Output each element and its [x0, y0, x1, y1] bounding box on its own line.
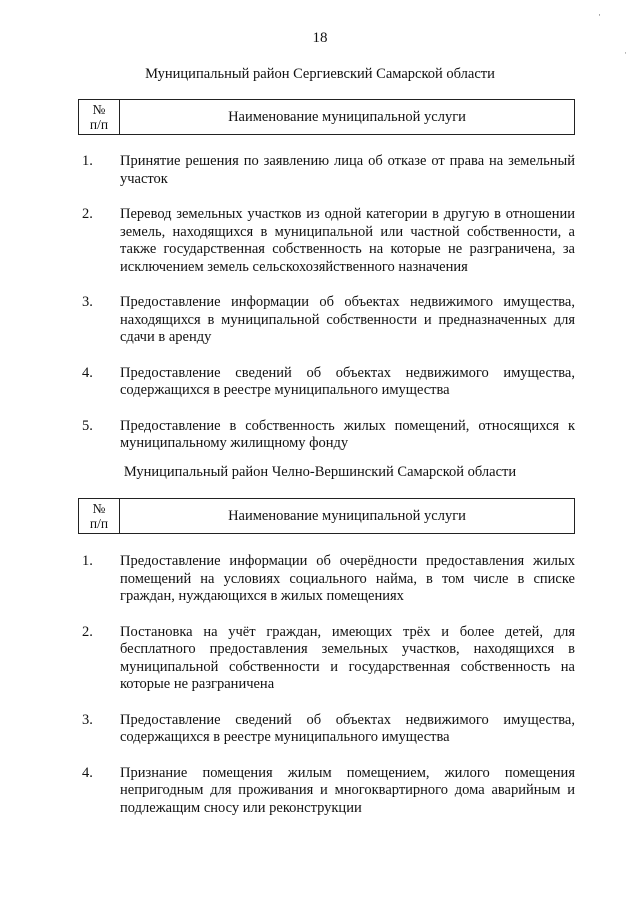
page-number: 18	[312, 30, 328, 46]
item-number: 4.	[82, 364, 93, 381]
item-number: 2.	[82, 206, 93, 222]
services-list	[82, 153, 575, 453]
number-column-header	[79, 100, 120, 134]
scan-speck: ·	[624, 48, 627, 58]
item-text: Принятие решения по заявлению лица об отказе от права на земельный участок	[120, 153, 575, 187]
section-title: Муниципальный район Челно-Вершинский Самарской области	[123, 464, 517, 480]
number-sign-label: №	[92, 102, 106, 117]
number-sign-label: №	[92, 501, 106, 516]
item-abbrev-label: п/п	[89, 516, 109, 531]
list-item	[82, 365, 575, 400]
item-number: 3.	[82, 294, 93, 310]
item-text: Предоставление сведений об объектах недвижимого имущества, содержащихся в реестре муниципального имущества	[120, 364, 575, 398]
item-text: Предоставление информации об объектах недвижимого имущества, находящихся в муниципальной собственности и предназначенных для сдачи в аренду	[120, 294, 575, 345]
services-table-header	[78, 498, 575, 534]
services-list	[82, 553, 575, 817]
number-column-header	[79, 499, 120, 533]
item-text: Признание помещения жилым помещением, жилого помещения непригодным для проживания и многоквартирного дома аварийным и подлежащим сносу или реконструкции	[120, 764, 575, 816]
item-text: Перевод земельных участков из одной категории в другую в отношении земель, находящихся в муниципальной или частной собственности, а также государственная собственность на которые не разграничена, за исключением земель сельскохозяйственного назначения	[120, 206, 575, 275]
item-number: 1.	[82, 153, 93, 169]
item-text: Предоставление в собственность жилых помещений, относящихся к муниципальному жилищному фонду	[120, 417, 575, 451]
list-item	[82, 712, 575, 747]
item-number: 4.	[82, 764, 93, 781]
service-name-column-header: Наименование муниципальной услуги	[228, 108, 466, 125]
item-text: Постановка на учёт граждан, имеющих трёх и более детей, для бесплатного предоставления земельных участков, находящихся в муниципальной собственности и государственная собственность на которые не разграничена	[120, 623, 575, 692]
list-item	[82, 624, 575, 694]
item-number: 1.	[82, 553, 93, 569]
scan-speck: ·	[598, 10, 601, 20]
service-name-column-header: Наименование муниципальной услуги	[228, 507, 466, 524]
services-table-header	[78, 99, 575, 135]
list-item	[82, 418, 575, 453]
list-item	[82, 765, 575, 818]
section-title: Муниципальный район Сергиевский Самарской области	[145, 66, 495, 82]
item-text: Предоставление сведений об объектах недвижимого имущества, содержащихся в реестре муниципального имущества	[120, 711, 575, 745]
item-text: Предоставление информации об очерёдности предоставления жилых помещений на условиях социального найма, в том числе в списке граждан, нуждающихся в жилых помещениях	[120, 553, 575, 604]
item-number: 3.	[82, 711, 93, 728]
item-number: 5.	[82, 417, 93, 434]
list-item	[82, 294, 575, 347]
list-item	[82, 206, 575, 276]
list-item	[82, 553, 575, 606]
item-number: 2.	[82, 623, 93, 640]
item-abbrev-label: п/п	[89, 117, 109, 132]
list-item	[82, 153, 575, 188]
